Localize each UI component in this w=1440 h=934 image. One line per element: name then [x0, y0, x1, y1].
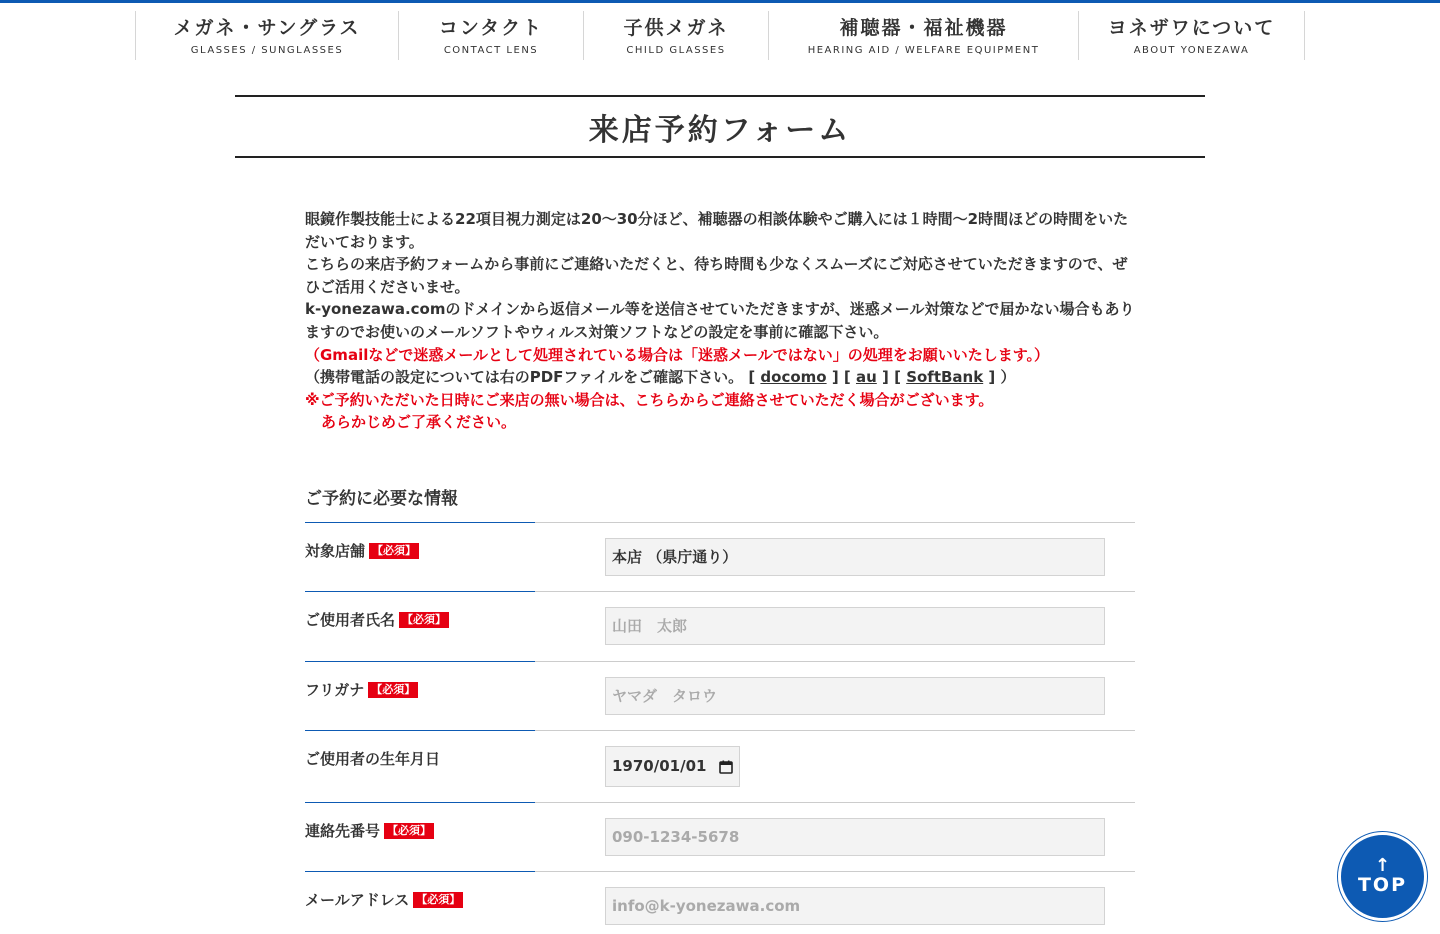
gmail-notice: （Gmailなどで迷惑メールとして処理されている場合は「迷惑メールではない」の処理をお願いいたします。） — [305, 345, 1050, 364]
nav-item-label: ヨネザワについて — [1107, 17, 1276, 39]
nav-item-label: コンタクト — [438, 17, 544, 39]
email-label — [305, 889, 463, 910]
nav-item-sublabel: GLASSES / SUNGLASSES — [190, 45, 344, 56]
form-section-title: ご予約に必要な情報 — [305, 489, 458, 509]
au-pdf-link[interactable]: au — [855, 368, 877, 387]
intro-paragraph: k-yonezawa.comのドメインから返信メール等を送信させていただきますが、迷惑メール対策などで届かない場合もありますのでお使いのメールソフトやウィルス対策ソフトなどの設定を事前に確認下さい。 — [305, 300, 1135, 341]
required-badge: 【必須】 — [384, 823, 434, 839]
nav-item-label: メガネ・サングラス — [173, 17, 361, 39]
link-separator: ] [ — [826, 368, 856, 387]
docomo-pdf-link[interactable]: docomo — [760, 368, 827, 387]
email-input[interactable]: info@k-yonezawa.com — [605, 887, 1105, 925]
required-badge: 【必須】 — [368, 682, 418, 698]
kana-input[interactable]: ヤマダ タロウ — [605, 677, 1105, 715]
phone-label — [305, 820, 434, 841]
form-row-store — [305, 522, 1135, 591]
birthday-value: 1970/01/01 — [612, 757, 707, 775]
top-accent-bar — [0, 0, 1440, 3]
field-label: 連絡先番号 — [305, 822, 381, 840]
nav-item-sublabel: CONTACT LENS — [443, 45, 539, 56]
intro-paragraph: こちらの来店予約フォームから事前にご連絡いただくと、待ち時間も少なくスムーズにご対応させていただきますので、ぜひご活用くださいませ。 — [305, 255, 1128, 296]
global-nav — [135, 11, 1305, 60]
field-label: 対象店舗 — [305, 542, 366, 560]
top-button-label: TOP — [1357, 873, 1408, 896]
birthday-label — [305, 748, 440, 769]
link-separator: ] [ — [876, 368, 907, 387]
required-badge: 【必須】 — [399, 612, 449, 628]
store-label — [305, 540, 419, 561]
form-row-name — [305, 591, 1135, 661]
nav-item-glasses[interactable] — [135, 11, 398, 60]
required-badge: 【必須】 — [413, 892, 463, 908]
nav-item-label: 補聴器・福祉機器 — [839, 17, 1008, 39]
form-row-kana — [305, 661, 1135, 730]
nav-item-label: 子供メガネ — [623, 17, 729, 39]
mobile-settings-notice — [305, 366, 1135, 389]
field-label: メールアドレス — [305, 891, 410, 909]
intro-text — [305, 208, 1135, 434]
nav-item-child-glasses[interactable] — [583, 11, 768, 60]
page-title: 来店予約フォーム — [588, 112, 852, 148]
no-show-notice-2: あらかじめご了承ください。 — [321, 413, 517, 432]
nav-item-sublabel: CHILD GLASSES — [626, 45, 726, 56]
reservation-form — [305, 522, 1135, 934]
back-to-top-button[interactable] — [1338, 832, 1427, 921]
softbank-pdf-link[interactable]: SoftBank — [906, 368, 984, 387]
nav-item-sublabel: HEARING AID / WELFARE EQUIPMENT — [807, 45, 1040, 56]
page-title-block — [235, 95, 1205, 158]
mobile-notice-text: ] ） — [983, 368, 1016, 387]
nav-item-hearing-aid[interactable] — [768, 11, 1078, 60]
field-label: ご使用者の生年月日 — [305, 750, 441, 768]
arrow-up-icon: ↑ — [1374, 854, 1391, 876]
field-label: ご使用者氏名 — [305, 611, 396, 629]
intro-paragraph: 眼鏡作製技能士による22項目視力測定は20〜30分ほど、補聴器の相談体験やご購入には１時間〜2時間ほどの時間をいただいております。 — [305, 210, 1129, 251]
kana-label — [305, 679, 418, 700]
nav-item-about[interactable] — [1078, 11, 1305, 60]
no-show-notice: ※ご予約いただいた日時にご来店の無い場合は、こちらからご連絡させていただく場合がございます。 — [305, 390, 994, 409]
store-select[interactable]: 本店 （県庁通り） — [605, 538, 1105, 576]
form-row-birthday — [305, 730, 1135, 802]
phone-input[interactable]: 090-1234-5678 — [605, 818, 1105, 856]
nav-item-sublabel: ABOUT YONEZAWA — [1133, 45, 1250, 56]
name-input[interactable]: 山田 太郎 — [605, 607, 1105, 645]
calendar-icon[interactable] — [719, 760, 733, 774]
mobile-notice-text: （携帯電話の設定については右のPDFファイルをご確認下さい。 [ — [305, 368, 761, 387]
nav-item-contact-lens[interactable] — [398, 11, 583, 60]
name-label — [305, 609, 449, 630]
required-badge: 【必須】 — [369, 543, 419, 559]
form-row-email — [305, 871, 1135, 934]
form-row-phone — [305, 802, 1135, 871]
birthday-date-input[interactable] — [605, 746, 740, 787]
field-label: フリガナ — [305, 681, 365, 699]
